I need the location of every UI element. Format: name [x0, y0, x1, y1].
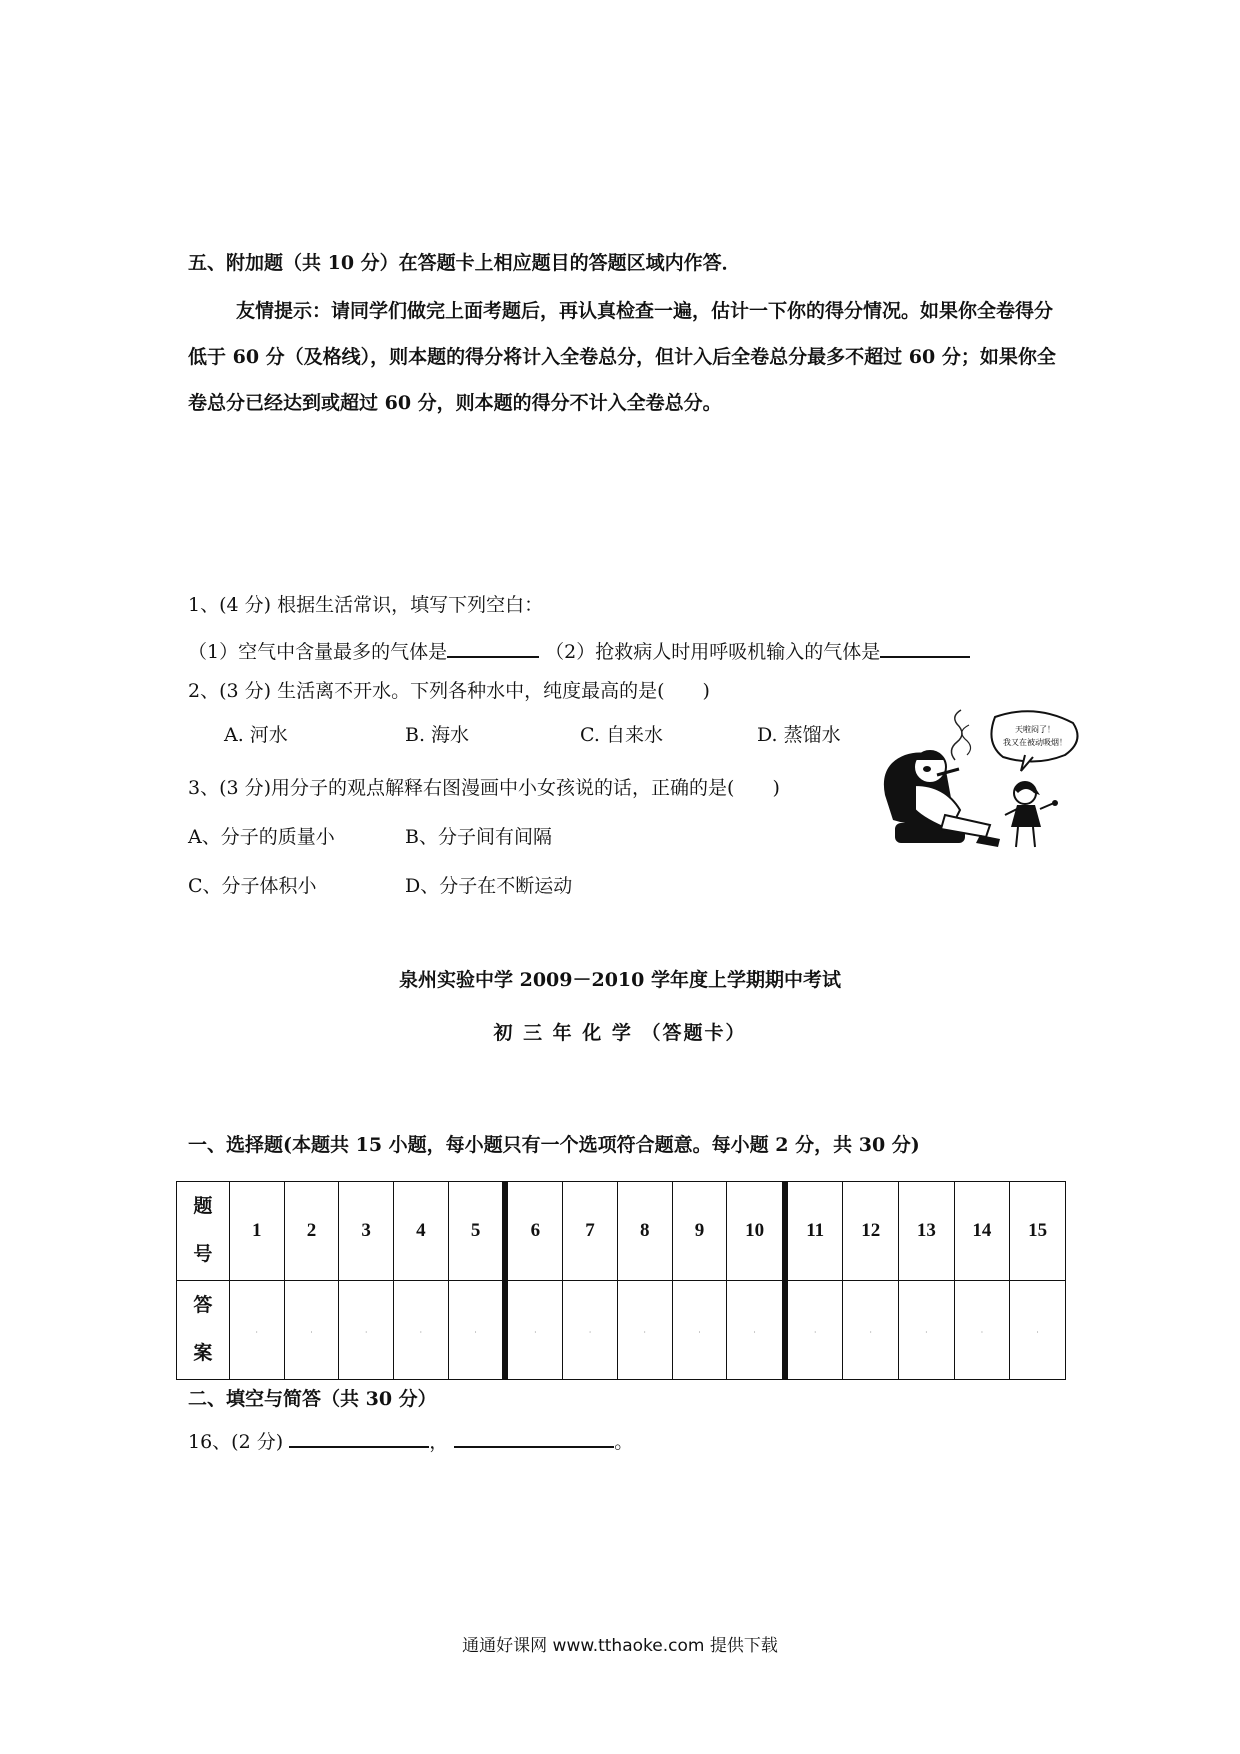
cartoon-illustration	[875, 705, 1085, 865]
q3-option-b: B、分子间有间隔	[405, 826, 552, 848]
q16-end: 。	[614, 1431, 634, 1453]
section1-heading: 一、选择题(本题共 15 小题，每小题只有一个选项符合题意。每小题 2 分，共 30 分)	[188, 1134, 920, 1156]
question-number: 14	[954, 1182, 1010, 1281]
q2-option-d: D. 蒸馏水	[757, 724, 841, 746]
q3-stem: 3、(3 分)用分子的观点解释右图漫画中小女孩说的话，正确的是( )	[188, 777, 780, 799]
answer-cell[interactable]: ·	[954, 1281, 1010, 1380]
footer-source: 通通好课网 www.tthaoke.com 提供下载	[462, 1636, 778, 1656]
question-number: 6	[505, 1182, 562, 1281]
answer-cell[interactable]: ·	[505, 1281, 562, 1380]
question-number: 15	[1010, 1182, 1066, 1281]
q3-option-c: C、分子体积小	[188, 875, 317, 897]
answer-cell[interactable]: ·	[899, 1281, 955, 1380]
question-number: 7	[563, 1182, 618, 1281]
section5-tip: 友情提示：请同学们做完上面考题后，再认真检查一遍，估计一下你的得分情况。如果你全卷得分低于 60 分（及格线），则本题的得分将计入全卷总分，但计入后全卷总分最多不超过 60 分；如果你全卷总分已经达到或超过 60 分，则本题的得分不计入全卷总分。	[188, 300, 1056, 414]
answer-cell[interactable]: ·	[229, 1281, 284, 1380]
question-number: 11	[785, 1182, 843, 1281]
q1-part2-text: （2）抢救病人时用呼吸机输入的气体是	[545, 641, 881, 663]
answer-card-subtitle: 初 三 年 化 学 （答题卡）	[493, 1022, 747, 1044]
answer-cell[interactable]: ·	[617, 1281, 672, 1380]
answer-cell[interactable]: ·	[1010, 1281, 1066, 1380]
q1-stem: 1、(4 分) 根据生活常识，填写下列空白：	[188, 594, 544, 616]
row-header-answer: 答 案	[177, 1281, 230, 1380]
question-number: 9	[672, 1182, 727, 1281]
answer-cell[interactable]: ·	[785, 1281, 843, 1380]
section5-heading: 五、附加题（共 10 分）在答题卡上相应题目的答题区域内作答．	[188, 252, 741, 274]
q16-label: 16、(2 分)	[188, 1431, 284, 1453]
q3-option-d: D、分子在不断运动	[405, 875, 573, 897]
question-number: 3	[339, 1182, 394, 1281]
answer-cell[interactable]: ·	[284, 1281, 339, 1380]
q2-stem: 2、(3 分) 生活离不开水。下列各种水中，纯度最高的是( )	[188, 680, 710, 702]
answer-cell[interactable]: ·	[563, 1281, 618, 1380]
answer-cell[interactable]: ·	[727, 1281, 785, 1380]
cartoon-speech-line2: 我又在被动吸烟！	[1003, 738, 1067, 747]
section2-heading: 二、填空与简答（共 30 分）	[188, 1388, 437, 1410]
question-number: 1	[229, 1182, 284, 1281]
smoking-cartoon	[875, 705, 1085, 869]
q16-separator: ，	[429, 1431, 449, 1453]
answer-cell[interactable]: ·	[339, 1281, 394, 1380]
q1-blank1[interactable]	[447, 638, 539, 658]
q16-line	[188, 1427, 633, 1454]
cartoon-speech-line1: 天啦闷了！	[1015, 725, 1055, 734]
answer-cell[interactable]: ·	[843, 1281, 899, 1380]
row-header-number: 题 号	[177, 1182, 230, 1281]
q2-option-c: C. 自来水	[580, 724, 663, 746]
q2-option-b: B. 海水	[405, 724, 470, 746]
answer-table	[176, 1181, 1066, 1380]
answer-cell[interactable]: ·	[448, 1281, 505, 1380]
q16-blank1[interactable]	[289, 1428, 429, 1448]
question-number: 12	[843, 1182, 899, 1281]
q2-option-a: A. 河水	[224, 724, 288, 746]
q3-option-a: A、分子的质量小	[188, 826, 335, 848]
answer-cell[interactable]: ·	[394, 1281, 449, 1380]
question-number: 2	[284, 1182, 339, 1281]
question-number: 4	[394, 1182, 449, 1281]
question-number: 10	[727, 1182, 785, 1281]
table-row-answers	[177, 1281, 1066, 1380]
q1-part1-line	[188, 637, 970, 664]
answer-cell[interactable]: ·	[672, 1281, 727, 1380]
question-number: 8	[617, 1182, 672, 1281]
q1-part1-text: （1）空气中含量最多的气体是	[188, 641, 448, 663]
answer-card-title: 泉州实验中学 2009－2010 学年度上学期期中考试	[399, 969, 841, 991]
question-number: 13	[899, 1182, 955, 1281]
question-number: 5	[448, 1182, 505, 1281]
table-row-numbers	[177, 1182, 1066, 1281]
q1-blank2[interactable]	[880, 638, 970, 658]
q16-blank2[interactable]	[454, 1428, 614, 1448]
